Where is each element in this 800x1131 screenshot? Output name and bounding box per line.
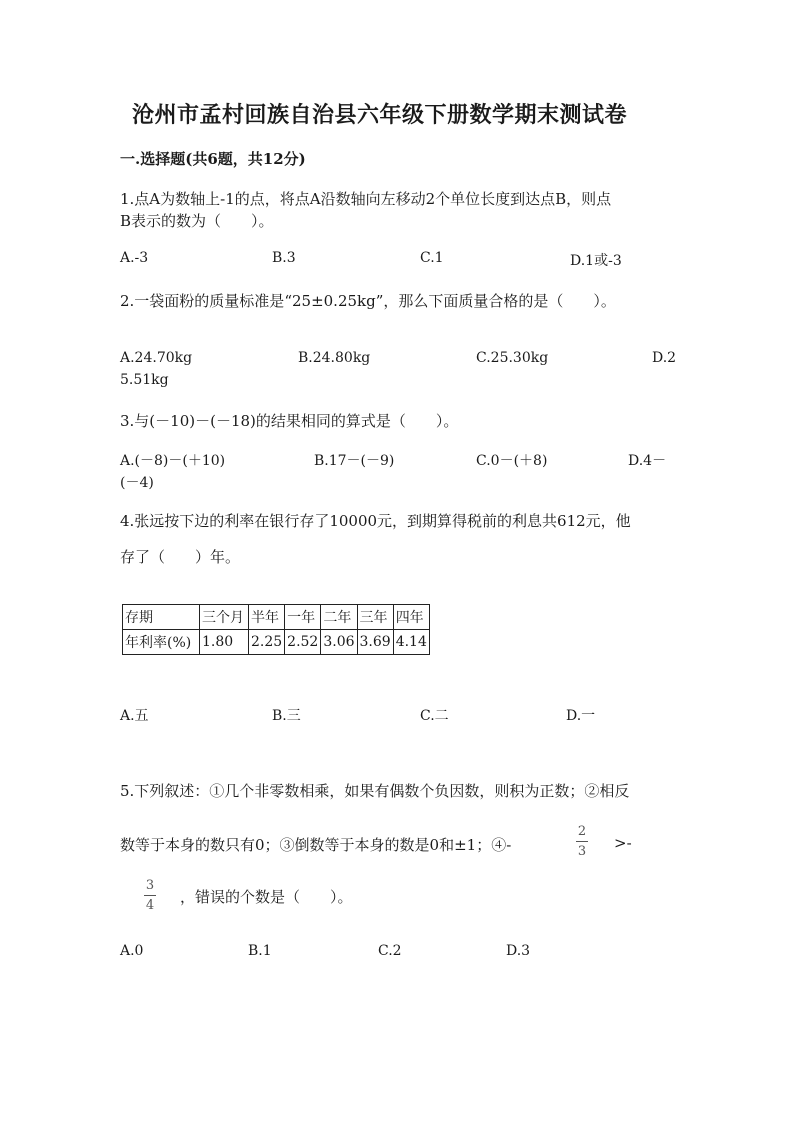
table-row (123, 630, 430, 655)
table-cell: 2.25 (249, 630, 285, 655)
question-1-option-c: C.1 (420, 250, 444, 266)
question-4-option-d: D.一 (566, 708, 596, 724)
table-cell: 1.80 (200, 630, 249, 655)
question-2-option-a: A.24.70kg (120, 350, 193, 366)
table-cell: 年利率(%) (123, 630, 200, 655)
question-3-line-1: 3.与(－10)－(－18)的结果相同的算式是（ ）。 (120, 412, 459, 430)
question-5-line-1: 5.下列叙述：①几个非零数相乘，如果有偶数个负因数，则积为正数；②相反 (120, 782, 630, 800)
table-cell: 一年 (285, 605, 321, 630)
question-5-line-3: ，错误的个数是（ ）。 (180, 888, 353, 906)
question-2-option-c: C.25.30kg (476, 350, 549, 366)
table-cell: 3.69 (357, 630, 393, 655)
question-5-option-c: C.2 (378, 943, 402, 959)
section-heading: 一.选择题(共6题，共12分) (120, 150, 306, 168)
fraction-numerator: 3 (145, 878, 155, 893)
fraction-three-quarters (144, 878, 156, 913)
question-1-option-d: D.1或-3 (570, 253, 622, 269)
table-cell: 4.14 (393, 630, 429, 655)
question-2-option-b: B.24.80kg (298, 350, 371, 366)
table-cell: 半年 (249, 605, 285, 630)
question-5-line-2: 数等于本身的数只有0；③倒数等于本身的数是0和±1；④- (120, 836, 512, 854)
page-title: 沧州市孟村回族自治县六年级下册数学期末测试卷 (132, 102, 628, 128)
question-5-option-a: A.0 (120, 943, 144, 959)
question-5-option-b: B.1 (248, 943, 272, 959)
greater-than-negative: >- (614, 834, 632, 852)
question-5-option-d: D.3 (506, 943, 531, 959)
question-1-line-2: B表示的数为（ ）。 (120, 212, 274, 230)
fraction-bar (144, 895, 156, 896)
question-3-option-d-wrap: (－4) (120, 475, 154, 491)
question-3-option-c: C.0－(＋8) (476, 453, 548, 469)
question-1-option-a: A.-3 (120, 250, 149, 266)
table-cell: 2.52 (285, 630, 321, 655)
fraction-numerator: 2 (577, 824, 587, 839)
table-cell: 三个月 (200, 605, 249, 630)
fraction-denominator: 4 (145, 898, 155, 913)
question-2-option-d-wrap: 5.51kg (120, 372, 169, 388)
question-2-line-1: 2.一袋面粉的质量标准是“25±0.25kg”，那么下面质量合格的是（ ）。 (120, 292, 616, 310)
table-header-row (123, 605, 430, 630)
question-4-option-c: C.二 (420, 708, 449, 724)
question-4-line-1: 4.张远按下边的利率在银行存了10000元，到期算得税前的利息共612元，他 (120, 512, 631, 530)
question-1-line-1: 1.点A为数轴上-1的点，将点A沿数轴向左移动2个单位长度到达点B，则点 (120, 190, 612, 208)
fraction-denominator: 3 (577, 844, 587, 859)
question-3-option-d: D.4－ (628, 453, 667, 469)
fraction-bar (576, 841, 588, 842)
question-4-option-b: B.三 (272, 708, 301, 724)
question-3-option-b: B.17－(－9) (314, 453, 395, 469)
question-2-option-d: D.2 (652, 350, 677, 366)
question-4-option-a: A.五 (120, 708, 149, 724)
question-4-line-2: 存了（ ）年。 (120, 548, 241, 566)
interest-rate-table (122, 604, 430, 655)
table-cell: 存期 (123, 605, 200, 630)
fraction-two-thirds (576, 824, 588, 859)
table-cell: 3.06 (321, 630, 357, 655)
question-1-option-b: B.3 (272, 250, 296, 266)
question-3-option-a: A.(－8)－(＋10) (120, 453, 226, 469)
table-cell: 二年 (321, 605, 357, 630)
table-cell: 三年 (357, 605, 393, 630)
table-cell: 四年 (393, 605, 429, 630)
